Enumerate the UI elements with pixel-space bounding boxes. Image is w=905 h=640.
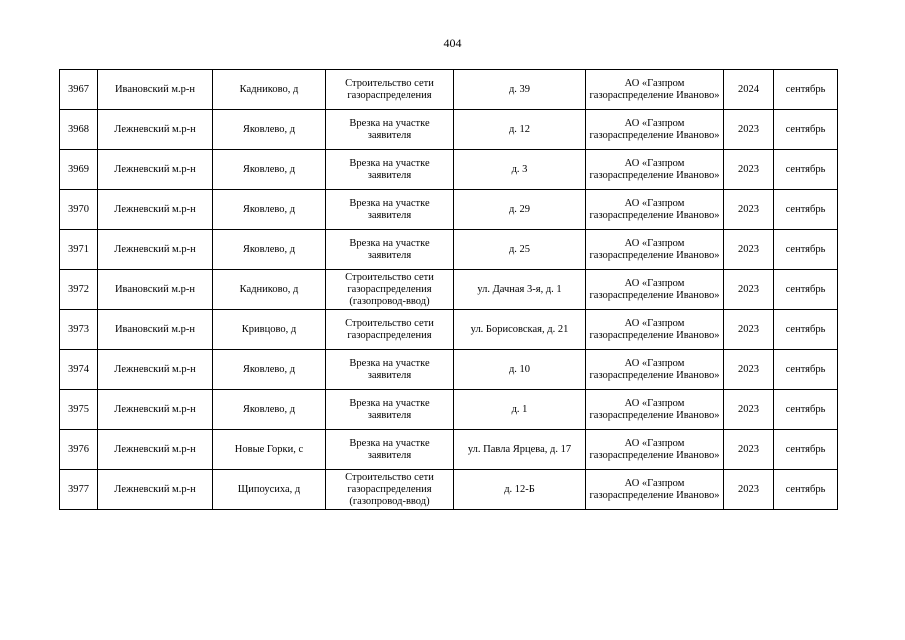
work-type-cell: Врезка на участке заявителя bbox=[326, 430, 454, 470]
district-cell: Ивановский м.р-н bbox=[98, 310, 213, 350]
district-cell: Лежневский м.р-н bbox=[98, 150, 213, 190]
locality-cell: Новые Горки, с bbox=[213, 430, 326, 470]
work-type-cell: Врезка на участке заявителя bbox=[326, 350, 454, 390]
locality-cell: Кадниково, д bbox=[213, 70, 326, 110]
work-type-cell: Строительство сети газораспределения bbox=[326, 310, 454, 350]
month-cell: сентябрь bbox=[774, 390, 838, 430]
district-cell: Лежневский м.р-н bbox=[98, 430, 213, 470]
district-cell: Лежневский м.р-н bbox=[98, 470, 213, 510]
locality-cell: Яковлево, д bbox=[213, 390, 326, 430]
locality-cell: Яковлево, д bbox=[213, 190, 326, 230]
organization-cell: АО «Газпром газораспределение Иваново» bbox=[586, 230, 724, 270]
table-row bbox=[60, 110, 838, 150]
page-number: 404 bbox=[443, 36, 462, 50]
table-row bbox=[60, 230, 838, 270]
locality-cell: Яковлево, д bbox=[213, 110, 326, 150]
row-number-cell: 3977 bbox=[60, 470, 98, 510]
table-row bbox=[60, 390, 838, 430]
year-cell: 2023 bbox=[724, 430, 774, 470]
locality-cell: Щипоусиха, д bbox=[213, 470, 326, 510]
table-row bbox=[60, 70, 838, 110]
district-cell: Лежневский м.р-н bbox=[98, 350, 213, 390]
row-number-cell: 3969 bbox=[60, 150, 98, 190]
address-cell: д. 39 bbox=[454, 70, 586, 110]
month-cell: сентябрь bbox=[774, 350, 838, 390]
work-type-cell: Врезка на участке заявителя bbox=[326, 390, 454, 430]
table-row bbox=[60, 150, 838, 190]
work-type-cell: Строительство сети газораспределения (газопровод-ввод) bbox=[326, 270, 454, 310]
district-cell: Ивановский м.р-н bbox=[98, 270, 213, 310]
work-type-cell: Строительство сети газораспределения bbox=[326, 70, 454, 110]
district-cell: Ивановский м.р-н bbox=[98, 70, 213, 110]
table-row bbox=[60, 310, 838, 350]
address-cell: д. 1 bbox=[454, 390, 586, 430]
organization-cell: АО «Газпром газораспределение Иваново» bbox=[586, 430, 724, 470]
table-row bbox=[60, 190, 838, 230]
year-cell: 2023 bbox=[724, 470, 774, 510]
organization-cell: АО «Газпром газораспределение Иваново» bbox=[586, 190, 724, 230]
year-cell: 2023 bbox=[724, 350, 774, 390]
locality-cell: Кривцово, д bbox=[213, 310, 326, 350]
address-cell: д. 25 bbox=[454, 230, 586, 270]
year-cell: 2023 bbox=[724, 110, 774, 150]
table-row bbox=[60, 470, 838, 510]
row-number-cell: 3968 bbox=[60, 110, 98, 150]
month-cell: сентябрь bbox=[774, 470, 838, 510]
month-cell: сентябрь bbox=[774, 310, 838, 350]
row-number-cell: 3974 bbox=[60, 350, 98, 390]
month-cell: сентябрь bbox=[774, 70, 838, 110]
organization-cell: АО «Газпром газораспределение Иваново» bbox=[586, 390, 724, 430]
address-cell: ул. Павла Ярцева, д. 17 bbox=[454, 430, 586, 470]
locality-cell: Яковлево, д bbox=[213, 150, 326, 190]
row-number-cell: 3972 bbox=[60, 270, 98, 310]
address-cell: д. 12 bbox=[454, 110, 586, 150]
district-cell: Лежневский м.р-н bbox=[98, 110, 213, 150]
month-cell: сентябрь bbox=[774, 110, 838, 150]
table-row bbox=[60, 270, 838, 310]
year-cell: 2023 bbox=[724, 310, 774, 350]
month-cell: сентябрь bbox=[774, 230, 838, 270]
row-number-cell: 3973 bbox=[60, 310, 98, 350]
organization-cell: АО «Газпром газораспределение Иваново» bbox=[586, 470, 724, 510]
district-cell: Лежневский м.р-н bbox=[98, 190, 213, 230]
month-cell: сентябрь bbox=[774, 150, 838, 190]
address-cell: д. 10 bbox=[454, 350, 586, 390]
year-cell: 2023 bbox=[724, 190, 774, 230]
gasification-table bbox=[59, 69, 838, 510]
organization-cell: АО «Газпром газораспределение Иваново» bbox=[586, 350, 724, 390]
district-cell: Лежневский м.р-н bbox=[98, 230, 213, 270]
year-cell: 2023 bbox=[724, 230, 774, 270]
work-type-cell: Врезка на участке заявителя bbox=[326, 230, 454, 270]
address-cell: д. 3 bbox=[454, 150, 586, 190]
month-cell: сентябрь bbox=[774, 270, 838, 310]
table-body bbox=[60, 70, 838, 510]
organization-cell: АО «Газпром газораспределение Иваново» bbox=[586, 270, 724, 310]
organization-cell: АО «Газпром газораспределение Иваново» bbox=[586, 70, 724, 110]
year-cell: 2023 bbox=[724, 270, 774, 310]
address-cell: ул. Дачная 3-я, д. 1 bbox=[454, 270, 586, 310]
locality-cell: Яковлево, д bbox=[213, 350, 326, 390]
row-number-cell: 3975 bbox=[60, 390, 98, 430]
year-cell: 2023 bbox=[724, 390, 774, 430]
row-number-cell: 3970 bbox=[60, 190, 98, 230]
organization-cell: АО «Газпром газораспределение Иваново» bbox=[586, 310, 724, 350]
month-cell: сентябрь bbox=[774, 430, 838, 470]
table-row bbox=[60, 350, 838, 390]
district-cell: Лежневский м.р-н bbox=[98, 390, 213, 430]
work-type-cell: Врезка на участке заявителя bbox=[326, 190, 454, 230]
year-cell: 2023 bbox=[724, 150, 774, 190]
organization-cell: АО «Газпром газораспределение Иваново» bbox=[586, 110, 724, 150]
address-cell: д. 12-Б bbox=[454, 470, 586, 510]
address-cell: д. 29 bbox=[454, 190, 586, 230]
row-number-cell: 3976 bbox=[60, 430, 98, 470]
address-cell: ул. Борисовская, д. 21 bbox=[454, 310, 586, 350]
work-type-cell: Врезка на участке заявителя bbox=[326, 150, 454, 190]
row-number-cell: 3967 bbox=[60, 70, 98, 110]
work-type-cell: Строительство сети газораспределения (газопровод-ввод) bbox=[326, 470, 454, 510]
work-type-cell: Врезка на участке заявителя bbox=[326, 110, 454, 150]
row-number-cell: 3971 bbox=[60, 230, 98, 270]
locality-cell: Яковлево, д bbox=[213, 230, 326, 270]
locality-cell: Кадниково, д bbox=[213, 270, 326, 310]
year-cell: 2024 bbox=[724, 70, 774, 110]
organization-cell: АО «Газпром газораспределение Иваново» bbox=[586, 150, 724, 190]
month-cell: сентябрь bbox=[774, 190, 838, 230]
table-row bbox=[60, 430, 838, 470]
